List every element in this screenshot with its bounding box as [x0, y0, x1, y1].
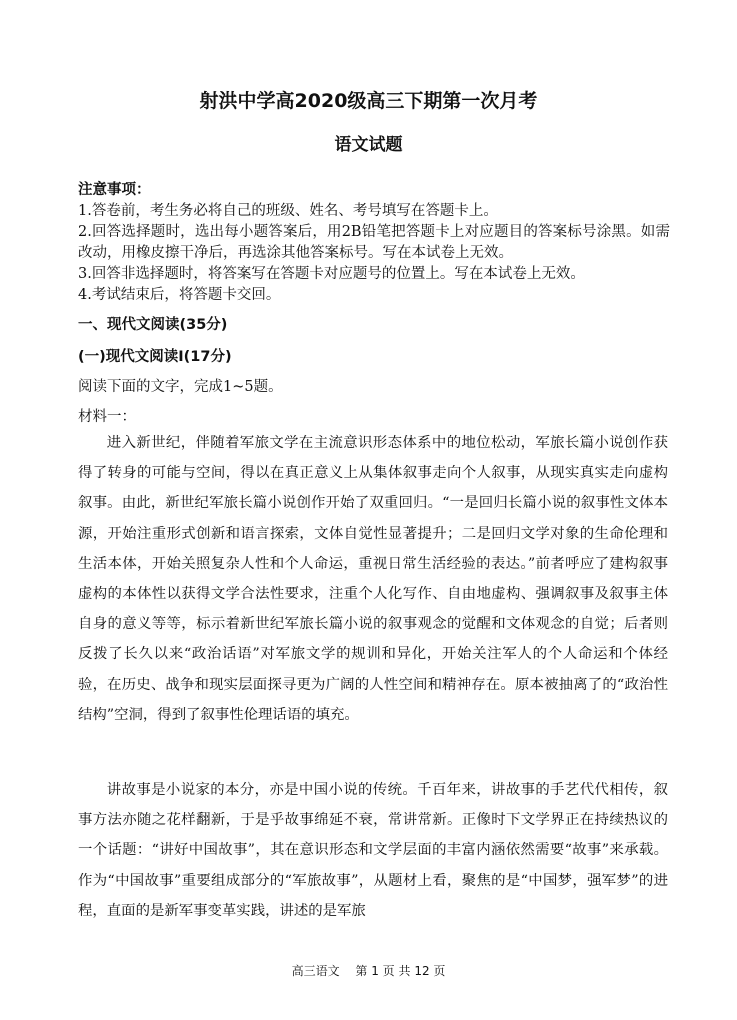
notice-item-4: 4.考试结束后，将答题卡交回。 — [78, 287, 281, 303]
exam-subtitle: 语文试题 — [334, 135, 403, 155]
passage-paragraph-2: 讲故事是小说家的本分，亦是中国小说的传统。千百年来，讲故事的手艺代代相传，叙事方法亦随之花样翻新，于是乎故事绵延不衰，常讲常新。正像时下文学界正在持续热议的一个话题：“讲好中国故事”，其在意识形态和文学层面的丰富内涵依然需要“故事”来承载。作为“中国故事”重要组成部分的“军旅故事”，从题材上看，聚焦的是“中国梦，强军梦”的进程，直面的是新军事变革实践，讲述的是军旅 — [78, 782, 668, 919]
footer-page-number: 第 1 页 共 12 页 — [355, 964, 446, 978]
notice-heading: 注意事项： — [78, 182, 151, 198]
notice-item-2: 2.回答选择题时，选出每小题答案后，用2B铅笔把答题卡上对应题目的答案标号涂黑。如需改动，用橡皮擦干净后，再选涂其他答案标号。写在本试卷上无效。 — [78, 224, 670, 261]
exam-title: 射洪中学高2020级高三下期第一次月考 — [199, 90, 538, 112]
reading-instruction: 阅读下面的文字，完成1~5题。 — [78, 379, 283, 395]
passage-paragraph-1: 进入新世纪，伴随着军旅文学在主流意识形态体系中的地位松动，军旅长篇小说创作获得了转身的可能与空间，得以在真正意义上从集体叙事走向个人叙事，从现实真实走向虚构叙事。由此，新世纪军旅长篇小说创作开始了双重回归。“一是回归长篇小说的叙事性文体本源，开始注重形式创新和语言探索，文体自觉性显著提升；二是回归文学对象的生命伦理和生活本体，开始关照复杂人性和个人命运，重视日常生活经验的表达。”前者呼应了建构叙事虚构的本体性以获得文学合法性要求，注重个人化写作、自由地虚构、强调叙事及叙事主体自身的意义等等，标示着新世纪军旅长篇小说的叙事观念的觉醒和文体观念的自觉；后者则反拨了长久以来“政治话语”对军旅文学的规训和异化，开始关注军人的个人命运和个体经验，在历史、战争和现实层面探寻更为广阔的人性空间和精神存在。原本被抽离了的“政治性结构”空洞，得到了叙事性伦理话语的填充。 — [78, 435, 668, 723]
footer-subject: 高三语文 — [291, 964, 340, 978]
notice-item-3: 3.回答非选择题时，将答案写在答题卡对应题号的位置上。写在本试卷上无效。 — [78, 266, 585, 282]
subsection-heading: (一)现代文阅读Ⅰ(17分) — [78, 349, 232, 365]
section-heading: 一、现代文阅读(35分) — [78, 317, 228, 333]
notice-block — [78, 180, 670, 306]
material-label: 材料一： — [78, 409, 136, 425]
page-footer — [0, 962, 737, 979]
notice-item-1: 1.答卷前，考生务必将自己的班级、姓名、考号填写在答题卡上。 — [78, 203, 498, 219]
